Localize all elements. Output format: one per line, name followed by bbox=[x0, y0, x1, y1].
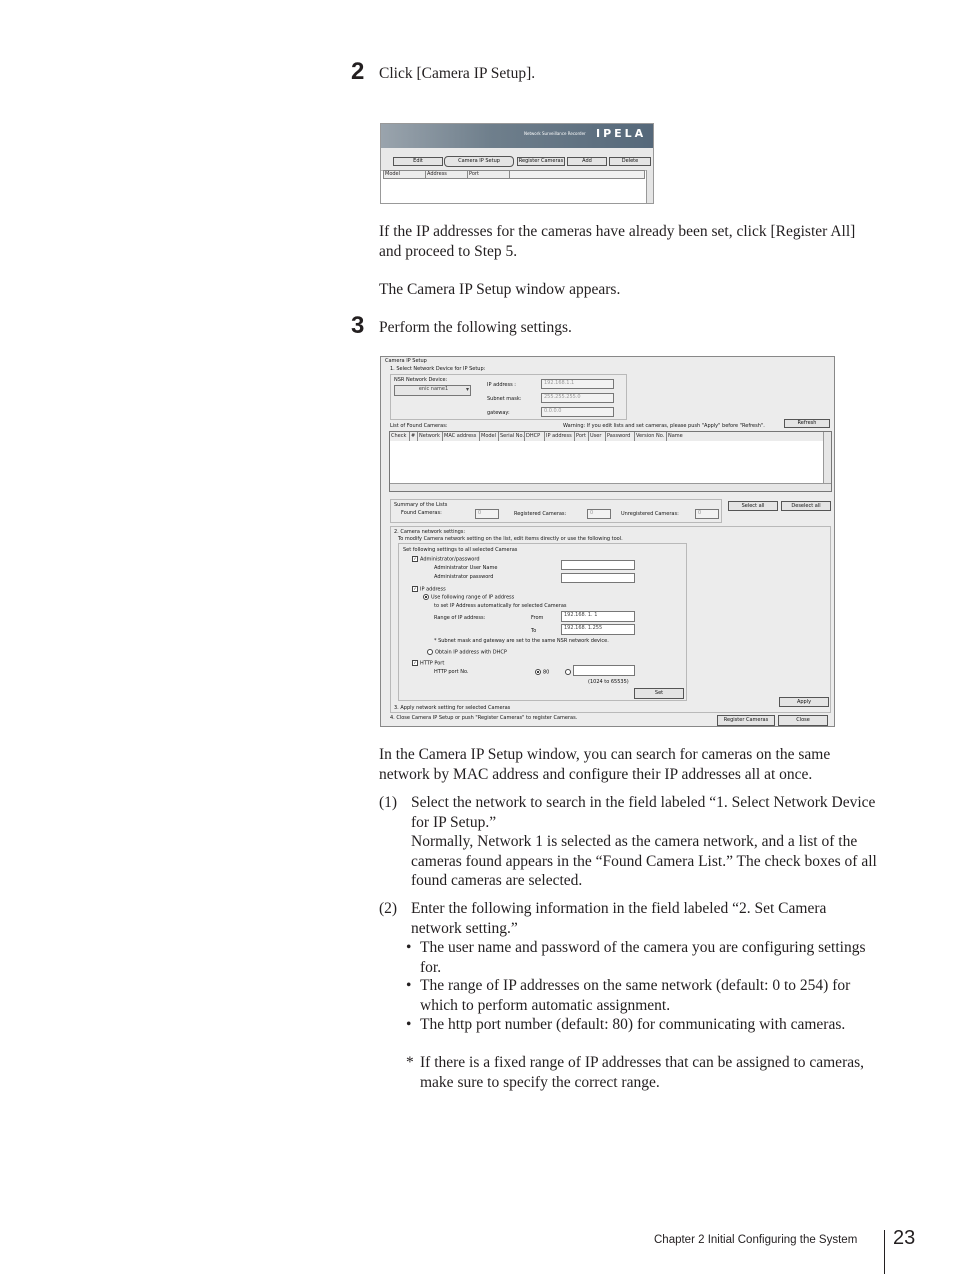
close-button[interactable]: Close bbox=[778, 715, 828, 726]
http-port-no-label: HTTP port No. bbox=[434, 669, 469, 675]
camera-ip-setup-button[interactable]: Camera IP Setup bbox=[444, 156, 514, 167]
bullet-mark: • bbox=[406, 1016, 412, 1033]
step-2-note-register-all: If the IP addresses for the cameras have already been set, click [Register All] and proceed to Step 5. bbox=[379, 223, 856, 260]
unregistered-cameras-label: Unregistered Cameras: bbox=[621, 511, 679, 517]
found-cameras-count: 0 bbox=[475, 509, 499, 519]
column-check[interactable]: Check bbox=[390, 432, 410, 441]
bullet-ip-range: The range of IP addresses on the same network (default: 0 to 254) for which to perform automatic assignment. bbox=[420, 977, 851, 1014]
column-network[interactable]: Network bbox=[418, 432, 443, 441]
edit-button[interactable]: Edit bbox=[393, 157, 443, 166]
list-scrollbar[interactable] bbox=[646, 170, 653, 204]
admin-password-label: Administrator/password bbox=[420, 556, 480, 563]
column-user[interactable]: User bbox=[589, 432, 606, 441]
refresh-button[interactable]: Refresh bbox=[784, 419, 830, 428]
item-1-more: Normally, Network 1 is selected as the camera network, and a list of the cameras found appears in the “Found Camera List.” The check boxes of all found cameras are selected. bbox=[411, 833, 877, 889]
checkbox-checked-icon: ✓ bbox=[413, 660, 417, 665]
found-cameras-count-label: Found Cameras: bbox=[401, 510, 442, 516]
ip-range-to-field[interactable]: 192.168. 1.255 bbox=[561, 624, 635, 635]
star-mark: * bbox=[406, 1054, 414, 1071]
use-range-radio[interactable] bbox=[423, 594, 514, 601]
column-password[interactable]: Password bbox=[606, 432, 635, 441]
port-80-label: 80 bbox=[543, 669, 550, 676]
admin-password-checkbox[interactable] bbox=[412, 556, 480, 563]
section-4-title: 4. Close Camera IP Setup or push "Register Cameras" to register Cameras. bbox=[390, 715, 578, 721]
delete-button[interactable]: Delete bbox=[609, 157, 651, 166]
column-port[interactable]: Port bbox=[575, 432, 589, 441]
column-serial[interactable]: Serial No. bbox=[500, 433, 525, 439]
found-cameras-label: List of Found Cameras: bbox=[390, 423, 448, 429]
column-version[interactable]: Version No. bbox=[635, 432, 667, 441]
found-cameras-table bbox=[389, 431, 832, 492]
main-window-screenshot bbox=[380, 123, 654, 204]
column-ip-address[interactable]: IP address bbox=[545, 432, 575, 441]
radio-selected-icon bbox=[535, 669, 541, 675]
use-range-label: Use following range of IP address bbox=[431, 594, 515, 601]
camera-ip-setup-dialog bbox=[380, 356, 835, 727]
nsr-device-value: enic name1 bbox=[418, 386, 449, 392]
step-3-text: Perform the following settings. bbox=[379, 319, 572, 336]
bullet-mark: • bbox=[406, 977, 412, 994]
step-2-text: Click [Camera IP Setup]. bbox=[379, 65, 536, 82]
chapter-footer: Chapter 2 Initial Configuring the System bbox=[654, 1234, 858, 1246]
table-vertical-scrollbar[interactable] bbox=[823, 432, 831, 483]
footer-divider bbox=[884, 1230, 885, 1274]
bullet-user-password: The user name and password of the camera you are configuring settings for. bbox=[420, 939, 866, 976]
checkbox-checked-icon: ✓ bbox=[413, 556, 417, 561]
select-all-button[interactable]: Select all bbox=[728, 501, 778, 511]
from-label: From bbox=[531, 615, 544, 621]
gateway-label: gateway: bbox=[487, 410, 510, 416]
registered-cameras-count: 0 bbox=[587, 509, 611, 519]
step-3-number: 3 bbox=[351, 312, 365, 339]
subnet-mask-field[interactable]: 255.255.255.0 bbox=[541, 393, 614, 403]
unregistered-cameras-count: 0 bbox=[695, 509, 719, 519]
toolbar bbox=[381, 148, 653, 171]
add-button[interactable]: Add bbox=[567, 157, 607, 166]
ip-address-check-label: IP address bbox=[420, 586, 446, 593]
item-1-text: Select the network to search in the field labeled “1. Select Network Device for IP Setup.” bbox=[411, 794, 876, 831]
admin-password-field[interactable] bbox=[561, 573, 635, 583]
ipela-logo: IPELA bbox=[596, 127, 647, 140]
dhcp-label: Obtain IP address with DHCP bbox=[435, 649, 507, 656]
item-2-number: (2) bbox=[379, 900, 398, 917]
http-port-label: HTTP Port bbox=[420, 660, 445, 667]
register-cameras-button[interactable]: Register Cameras bbox=[717, 715, 775, 726]
step-2-note-window-appears: The Camera IP Setup window appears. bbox=[379, 281, 621, 298]
refresh-warning: Warning: If you edit lists and set cameras, please push "Apply" before "Refresh". bbox=[563, 423, 765, 429]
summary-label: Summary of the Lists bbox=[394, 502, 448, 508]
port-80-radio[interactable] bbox=[535, 669, 549, 676]
use-range-sub: to set IP Address automatically for selected Cameras bbox=[434, 603, 567, 609]
admin-password-field-label: Administrator password bbox=[434, 574, 494, 580]
star-note: If there is a fixed range of IP addresses that can be assigned to cameras, make sure to specify the correct range. bbox=[420, 1054, 865, 1091]
registered-cameras-label: Registered Cameras: bbox=[514, 511, 567, 517]
nsr-device-select[interactable] bbox=[394, 385, 471, 396]
subnet-note: * Subnet mask and gateway are set to the same NSR network device. bbox=[434, 638, 609, 644]
column-name[interactable]: Name bbox=[667, 432, 824, 441]
subnet-mask-label: Subnet mask: bbox=[487, 396, 522, 402]
http-port-checkbox[interactable] bbox=[412, 660, 444, 667]
section-1-title: 1. Select Network Device for IP Setup: bbox=[390, 366, 486, 372]
checkbox-checked-icon: ✓ bbox=[413, 586, 417, 591]
radio-unselected-icon bbox=[427, 649, 433, 655]
custom-port-radio[interactable] bbox=[565, 669, 573, 676]
explanation-intro: In the Camera IP Setup window, you can search for cameras on the same network by MAC address and configure their IP addresses all at once. bbox=[379, 746, 831, 783]
gateway-field[interactable]: 0.0.0.0 bbox=[541, 407, 614, 417]
admin-user-name-label: Administrator User Name bbox=[434, 565, 498, 571]
device-list-header bbox=[383, 170, 645, 179]
to-label: To bbox=[531, 628, 537, 634]
step-2-number: 2 bbox=[351, 58, 365, 85]
ip-range-from-field[interactable]: 192.168. 1. 1 bbox=[561, 611, 635, 622]
ip-address-field[interactable]: 192.168.1.1 bbox=[541, 379, 614, 389]
column-port[interactable]: Port bbox=[468, 171, 510, 178]
item-1-number: (1) bbox=[379, 794, 398, 811]
ip-address-label: IP address : bbox=[487, 382, 516, 388]
column-number[interactable]: # bbox=[410, 432, 418, 441]
nsr-device-label: NSR Network Device: bbox=[394, 377, 448, 383]
item-2-text: Enter the following information in the field labeled “2. Set Camera network setting.” bbox=[411, 900, 827, 937]
chevron-down-icon: ▾ bbox=[465, 386, 469, 393]
admin-user-name-field[interactable] bbox=[561, 560, 635, 570]
page-number: 23 bbox=[893, 1227, 916, 1249]
register-cameras-button[interactable]: Register Cameras bbox=[518, 158, 564, 164]
dhcp-radio[interactable] bbox=[427, 649, 507, 656]
set-button[interactable]: Set bbox=[634, 688, 684, 699]
radio-selected-icon bbox=[423, 594, 429, 600]
deselect-all-button[interactable]: Deselect all bbox=[781, 501, 831, 511]
section-3-title: 3. Apply network setting for selected Cameras bbox=[394, 705, 511, 711]
radio-unselected-icon bbox=[565, 669, 571, 675]
column-model[interactable]: Model bbox=[384, 171, 426, 178]
brand-subtitle: Network Surveillance Recorder bbox=[524, 131, 586, 136]
column-address[interactable]: Address bbox=[426, 171, 468, 178]
port-range-hint: (1024 to 65535) bbox=[588, 679, 629, 685]
bullet-mark: • bbox=[406, 939, 412, 956]
bullet-http-port: The http port number (default: 80) for communicating with cameras. bbox=[420, 1016, 846, 1033]
section-2-title: 2. Camera network settings: bbox=[394, 529, 466, 535]
custom-port-field[interactable] bbox=[573, 665, 635, 676]
range-ip-label: Range of IP address: bbox=[434, 615, 486, 621]
column-mac-address[interactable]: MAC address bbox=[443, 432, 480, 441]
apply-button[interactable]: Apply bbox=[779, 697, 829, 707]
section-2-hint: To modify Camera network setting on the list, edit items directly or use the following tool. bbox=[398, 536, 623, 542]
table-horizontal-scrollbar[interactable] bbox=[390, 483, 831, 491]
brand-header bbox=[381, 124, 653, 148]
set-following-label: Set following settings to all selected Cameras bbox=[403, 547, 518, 553]
dialog-title: Camera IP Setup bbox=[385, 358, 427, 364]
ip-address-checkbox[interactable] bbox=[412, 586, 446, 593]
column-model[interactable]: Model bbox=[480, 432, 499, 441]
column-dhcp[interactable]: DHCP bbox=[525, 432, 545, 441]
